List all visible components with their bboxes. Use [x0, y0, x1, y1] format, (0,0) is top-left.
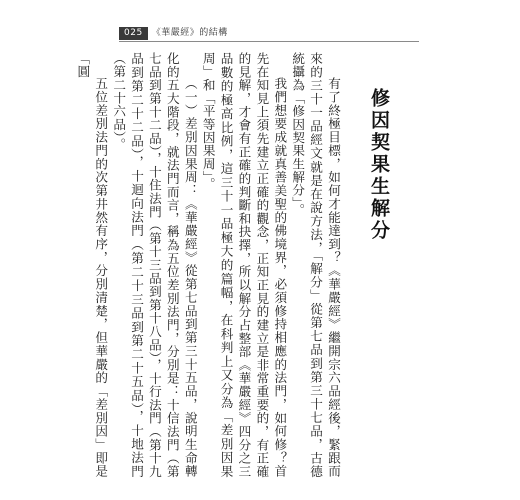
running-header-title: 《華嚴經》的結構 — [151, 28, 228, 38]
page-number: 025 — [119, 27, 148, 40]
header-divider — [119, 41, 419, 42]
paragraph: 有了終極目標，如何才能達到？《華嚴經》繼開宗六品經後，緊跟而來的三十一品經文就是在說方法，「解分」從第七品到第三十七品，古德統攝為「修因契果生解分」。 — [290, 52, 341, 478]
paragraph: 五位差別法門的次第井然有序，分別清楚，但華嚴的「差別因」即是「圓 — [75, 52, 109, 478]
paragraph: 我們想要成就真善美聖的佛境界，必須修持相應的法門，如何修？首先在知見上須先建立正確的觀念，正知正見的建立是非常重要的，有正確的見解，才會有正確的判斷和抉擇，所以解分占整部《華嚴經》四分之三品數的極高比例，這三十一品極大的篇幅，在科判上又分為「差別因果周」和「平等因果周」。 — [200, 52, 288, 478]
section-heading: 修因契果生解分 — [368, 88, 390, 242]
body-text — [75, 52, 342, 478]
running-header — [119, 27, 228, 40]
paragraph: （一）差別因果周：《華嚴經》從第七品到第三十五品，說明生命轉化的五大階段，就法門而言，稱為五位差別法門，分別是：十信法門（第七品到第十二品），十住法門（第十三品到第十八品），十行法門（第十九品到第二十二品），十迴向法門（第二十三品到第二十五品），十地法門（第二十六品）。 — [111, 52, 198, 478]
